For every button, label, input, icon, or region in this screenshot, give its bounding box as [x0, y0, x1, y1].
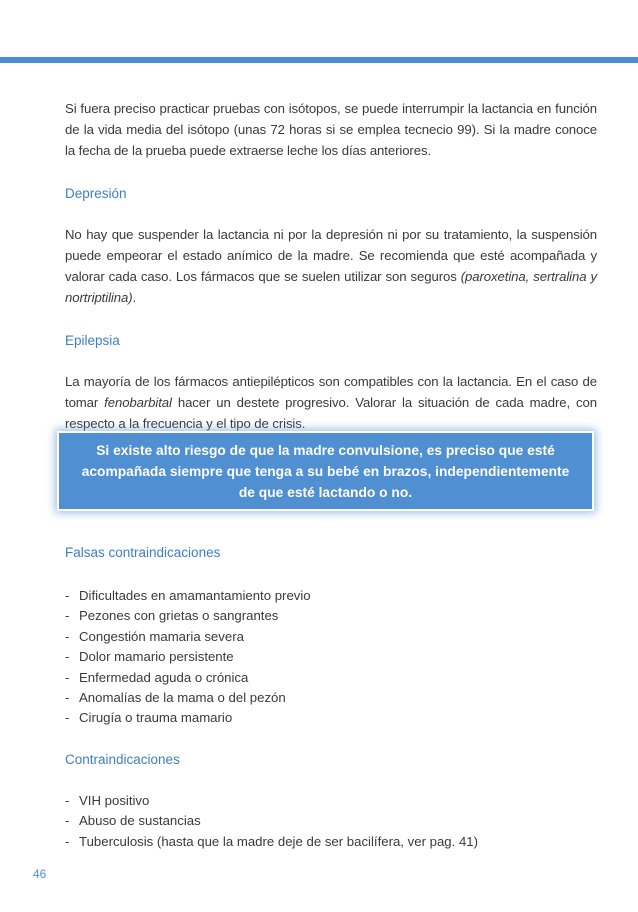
bullet-dash: - [65, 833, 70, 849]
lists-content [65, 542, 597, 852]
bullet-dash: - [65, 710, 70, 726]
epilepsia-paragraph [65, 371, 597, 434]
list-item-text: Cirugía o trauma mamario [79, 710, 233, 726]
list-item-text: Congestión mamaria severa [79, 628, 244, 644]
section-heading-depresion: Depresión [65, 186, 127, 201]
section-heading-falsas: Falsas contraindicaciones [65, 545, 221, 560]
list-item [65, 708, 597, 728]
list-item [65, 811, 597, 831]
list-item [65, 647, 597, 667]
page-number: 46 [33, 867, 47, 881]
callout-text: Si existe alto riesgo de que la madre convulsione, es preciso que esté acompañada siempre que tenga a su bebé en brazos, independientemente de que esté lactando o no. [81, 442, 570, 500]
bullet-dash: - [65, 588, 70, 603]
falsas-list [65, 586, 597, 729]
list-item [65, 688, 597, 708]
list-item [65, 791, 597, 811]
epilepsia-text-end: hacer un destete progresivo. Valorar la situación de cada madre, con respecto a la frecuencia y el tipo de crisis. [65, 395, 597, 431]
list-item-text: Tuberculosis (hasta que la madre deje de ser bacilífera, ver pag. 41) [79, 833, 479, 849]
header-rule [0, 57, 638, 63]
depresion-text-end: . [132, 290, 137, 305]
page-content [65, 98, 597, 434]
list-item-text: VIH positivo [79, 792, 150, 808]
depresion-paragraph [65, 224, 597, 308]
bullet-dash: - [65, 649, 70, 665]
list-item-text: Dolor mamario persistente [79, 649, 234, 665]
list-item-text: Abuso de sustancias [79, 813, 201, 829]
bullet-dash: - [65, 669, 70, 685]
warning-callout [57, 431, 594, 511]
epilepsia-drug: fenobarbital [104, 395, 172, 410]
bullet-dash: - [65, 813, 70, 829]
bullet-dash: - [65, 608, 70, 624]
list-item-text: Pezones con grietas o sangrantes [79, 608, 279, 624]
list-item-text: Anomalías de la mama o del pezón [79, 690, 286, 706]
list-item [65, 606, 597, 626]
section-heading-contraindicaciones: Contraindicaciones [65, 751, 180, 767]
list-item [65, 668, 597, 688]
bullet-dash: - [65, 628, 70, 644]
list-item [65, 586, 597, 606]
depresion-drugs: (paroxetina, sertralina y nortriptilina) [65, 269, 597, 305]
bullet-dash: - [65, 792, 70, 808]
depresion-text: No hay que suspender la lactancia ni por la depresión ni por su tratamiento, la suspensión puede empeorar el estado anímico de la madre. Se recomienda que esté acompañada y valorar cada caso. Los fármacos que se suelen utilizar son seguros [65, 227, 597, 284]
list-item [65, 627, 597, 647]
list-item-text: Enfermedad aguda o crónica [79, 669, 249, 685]
list-item [65, 832, 597, 852]
contraindicaciones-list [65, 791, 597, 852]
list-item-text: Dificultades en amamantamiento previo [79, 588, 311, 603]
bullet-dash: - [65, 690, 70, 706]
isotopes-paragraph: Si fuera preciso practicar pruebas con isótopos, se puede interrumpir la lactancia en función de la vida media del isótopo (unas 72 horas si se emplea tecnecio 99). Si la madre conoce la fecha de la prueba puede extraerse leche los días anteriores. [65, 101, 597, 158]
section-heading-epilepsia: Epilepsia [65, 333, 120, 348]
epilepsia-text: La mayoría de los fármacos antiepilépticos son compatibles con la lactancia. En el caso de tomar [65, 374, 597, 410]
